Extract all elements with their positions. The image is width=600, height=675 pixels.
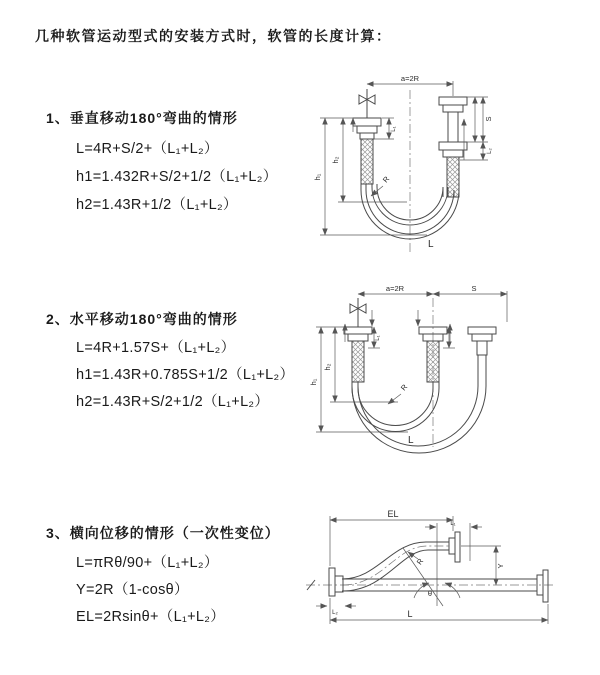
left-flange: [329, 568, 343, 596]
section-2-formula-h2: h2=1.43R+S/2+1/2（L₁+L₂）: [76, 394, 270, 410]
dim-label-r: R: [398, 382, 410, 393]
dim-label-el: EL: [387, 509, 399, 519]
dim-label-s: S: [484, 116, 493, 122]
braided-hose-left: [361, 139, 373, 184]
dim-label-a2r: a=2R: [385, 284, 405, 293]
left-pipe-fitting: [344, 327, 372, 382]
section-2-formula-l: L=4R+1.57S+（L₁+L₂）: [76, 340, 236, 356]
dim-label-l-total: L: [428, 239, 434, 250]
valve-icon: [359, 89, 375, 118]
dim-label-h2: h₂: [323, 363, 332, 371]
dim-label-l2: L₂: [332, 610, 338, 616]
right-pipe-fitting: [468, 327, 496, 355]
upper-flange: [449, 532, 460, 562]
section-1-formula-l: L=4R+S/2+（L₁+L₂）: [76, 141, 219, 157]
dim-label-l1: L₁: [450, 521, 456, 527]
section-3-formula-l: L=πRθ/90+（L₁+L₂）: [76, 555, 219, 571]
curved-hose: [342, 542, 449, 591]
dimension-el: [330, 509, 456, 566]
movement-arrows: [345, 310, 450, 342]
dimension-l1: [425, 521, 482, 606]
dimension-l2: [460, 142, 493, 160]
diagram-horizontal-180-bend: [308, 282, 595, 477]
angle-construction: [403, 548, 460, 606]
right-flange: [537, 570, 548, 602]
diagram-vertical-180-bend: [310, 72, 595, 257]
dim-label-h2: h₂: [331, 156, 340, 164]
page-title: 几种软管运动型式的安装方式时，软管的长度计算：: [35, 28, 392, 44]
dim-label-l-total: L: [407, 609, 413, 619]
dimension-l: [330, 598, 548, 624]
diagram-lateral-displacement: [298, 506, 600, 646]
hose-u-curves: [352, 355, 486, 453]
dim-label-s: S: [471, 284, 477, 293]
straight-hose: [343, 579, 537, 591]
dimension-a2r: [358, 284, 433, 294]
section-1-formula-h2: h2=1.43R+1/2（L₁+L₂）: [76, 197, 238, 213]
braided-hose-middle: [427, 341, 439, 382]
dim-label-l1: L₁: [375, 335, 381, 341]
radius-callout: [388, 382, 410, 404]
section-2-heading: 2、水平移动180°弯曲的情形: [46, 311, 238, 327]
dim-label-l2: L₂: [487, 148, 493, 154]
section-3-heading: 3、横向位移的情形（一次性变位）: [46, 525, 280, 541]
dimension-l2: [316, 606, 356, 616]
dimension-s: [433, 284, 507, 322]
dim-label-y: Y: [496, 563, 505, 569]
valve-icon: [350, 298, 366, 327]
radius-callout: [371, 174, 392, 196]
dim-label-theta: θ: [427, 589, 432, 598]
dimension-l1: [368, 327, 455, 348]
dim-label-h1: h₁: [313, 173, 322, 181]
dim-label-a2r: a=2R: [400, 74, 420, 83]
section-3-formula-el: EL=2Rsinθ+（L₁+L₂）: [76, 609, 226, 625]
section-1-formula-h1: h1=1.432R+S/2+1/2（L₁+L₂）: [76, 169, 278, 185]
dim-label-r: R: [380, 174, 392, 185]
braided-hose-right: [447, 157, 459, 197]
dimension-s: [467, 97, 493, 142]
right-pipe-fitting: [439, 97, 467, 197]
dim-label-h1: h₁: [309, 378, 318, 386]
braided-hose-left: [352, 341, 364, 382]
section-2-formula-h1: h1=1.43R+0.785S+1/2（L₁+L₂）: [76, 367, 295, 383]
dim-label-r: R: [414, 556, 426, 567]
dim-label-l-total: L: [408, 435, 414, 446]
section-1-heading: 1、垂直移动180°弯曲的情形: [46, 110, 238, 126]
section-3-formula-y: Y=2R（1-cosθ）: [76, 582, 189, 598]
left-pipe-fitting: [353, 118, 381, 184]
dim-label-l1: L₁: [391, 126, 397, 132]
